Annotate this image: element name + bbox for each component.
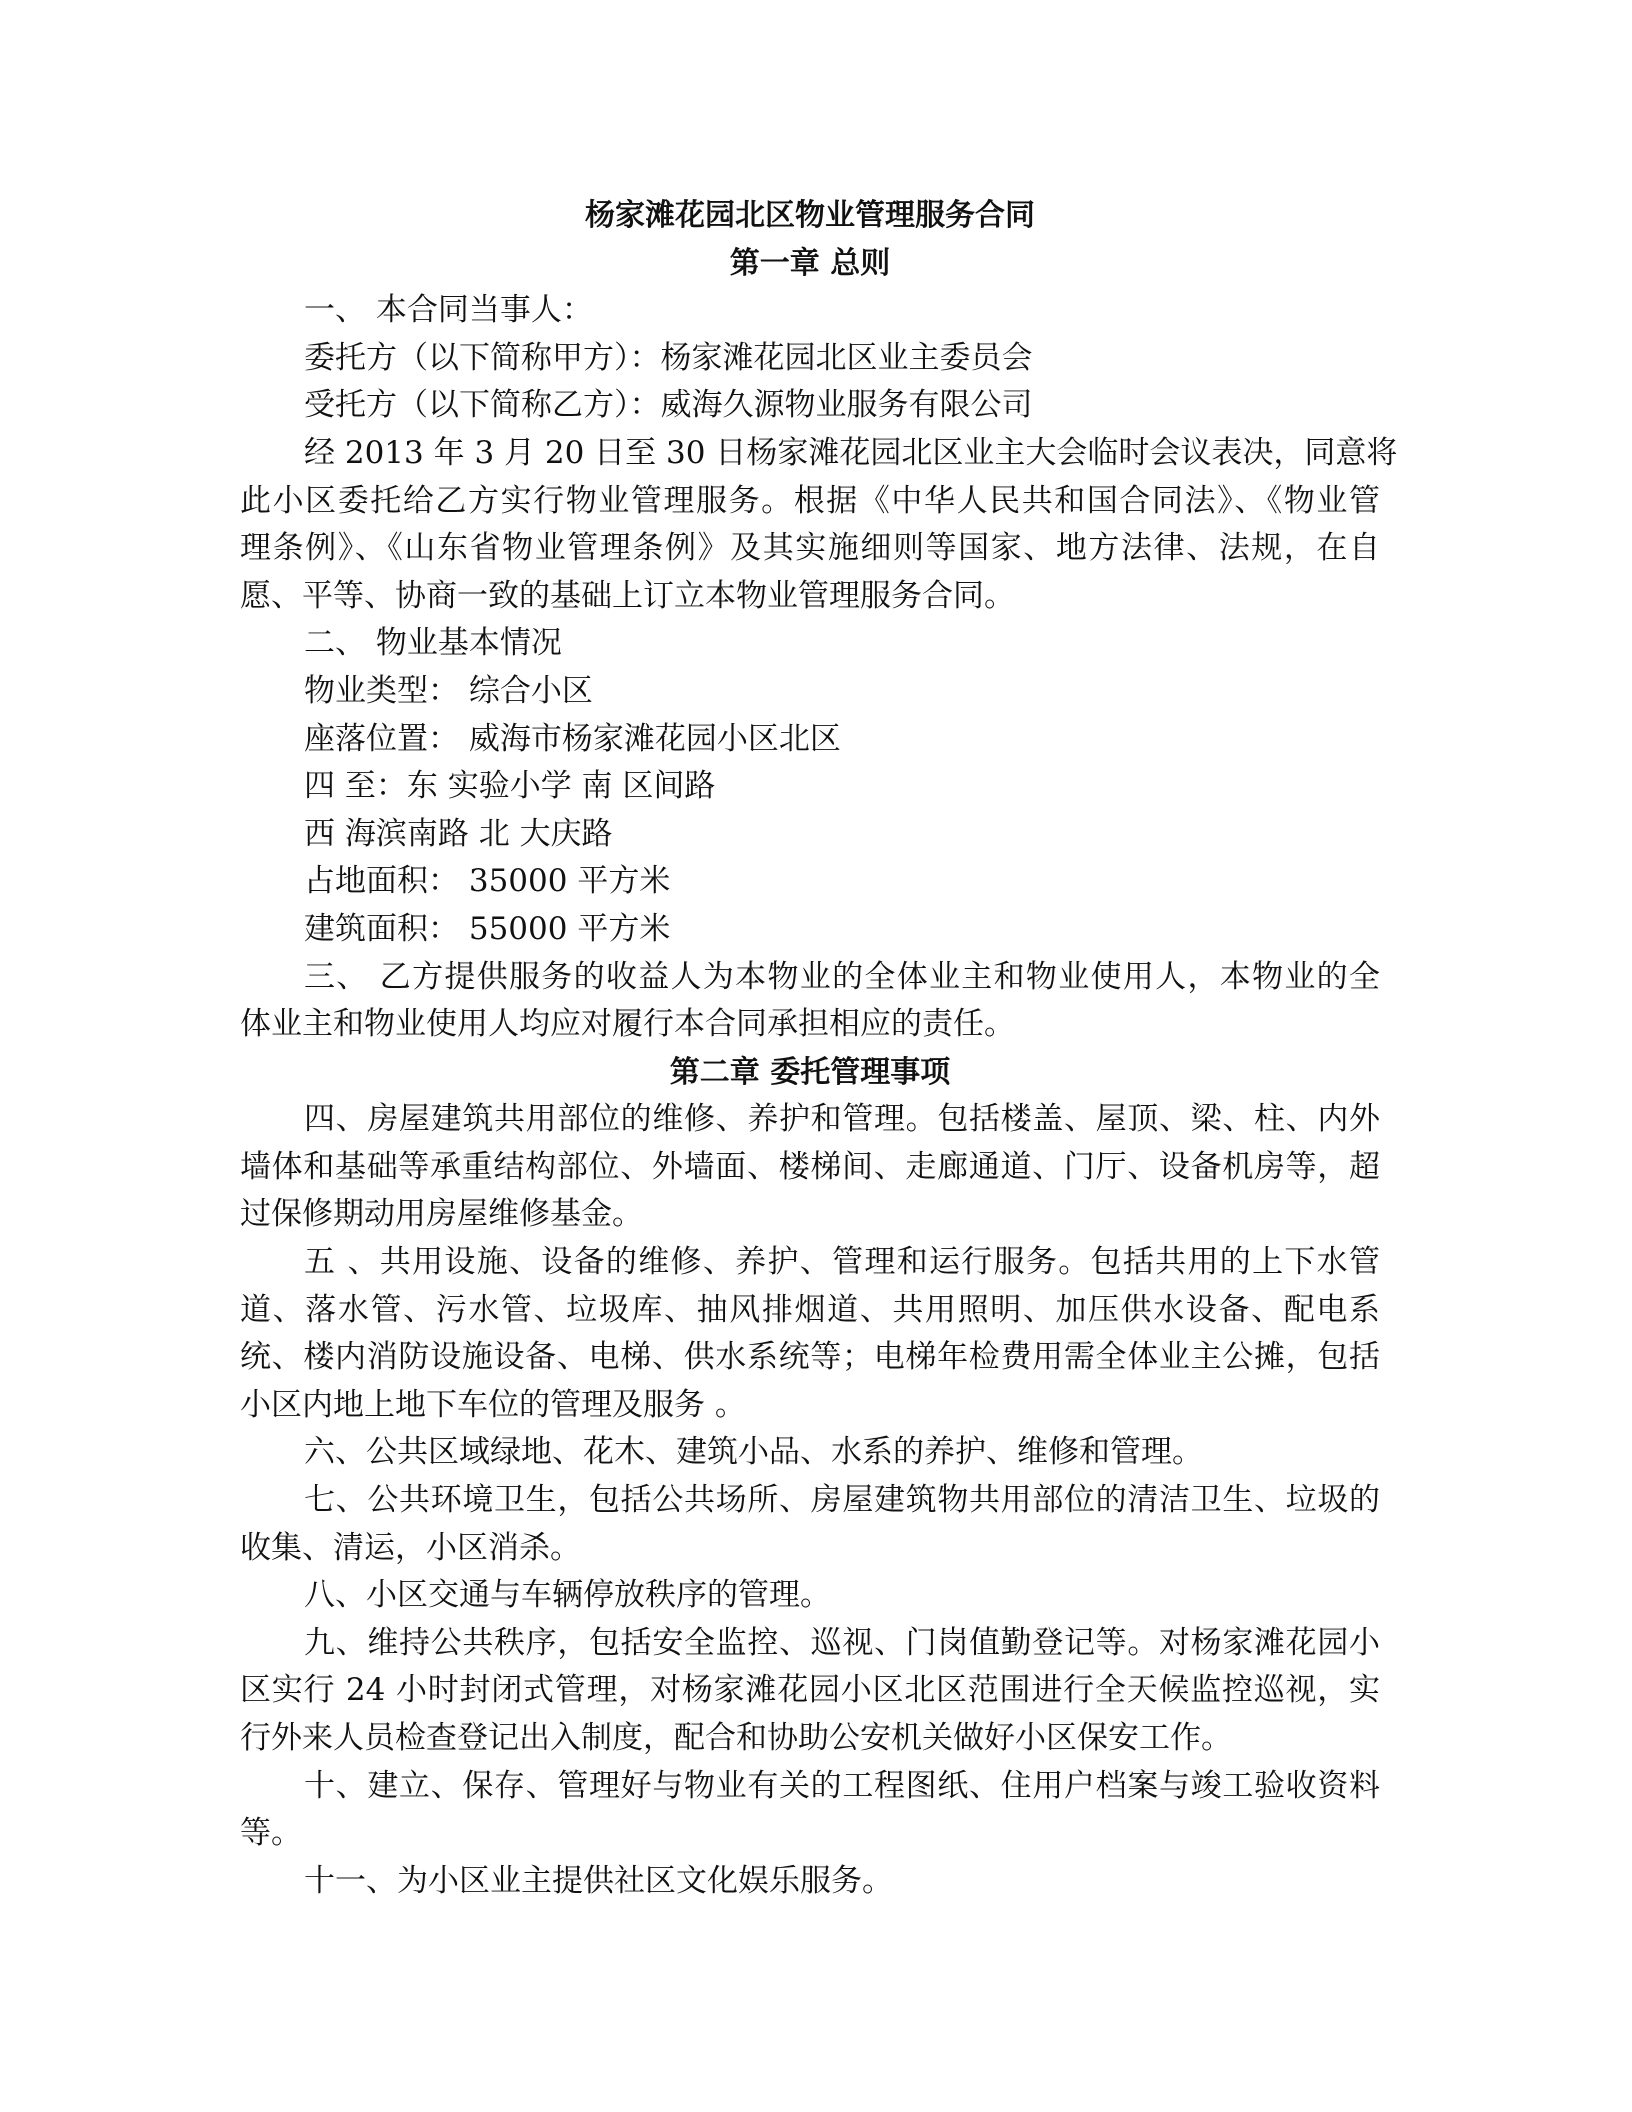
text-line: 四、房屋建筑共用部位的维修、养护和管理。包括楼盖、屋顶、梁、柱、内外	[304, 1101, 1380, 1138]
text-line: 收集、清运，小区消杀。	[240, 1529, 581, 1566]
text-line: 七、公共环境卫生，包括公共场所、房屋建筑物共用部位的清洁卫生、垃圾的	[304, 1482, 1380, 1519]
text-line: 西 海滨南路 北 大庆路	[304, 815, 613, 852]
text-line: 十一、为小区业主提供社区文化娱乐服务。	[304, 1862, 893, 1899]
chapter-heading: 第二章 委托管理事项	[669, 1054, 951, 1090]
text-line: 二、 物业基本情况	[304, 625, 562, 662]
chapter-heading: 第一章 总则	[729, 245, 891, 281]
text-line: 区实行 24 小时封闭式管理，对杨家滩花园小区北区范围进行全天候监控巡视，实	[240, 1672, 1380, 1709]
contract-document	[240, 192, 1398, 1905]
text-line: 六、公共区域绿地、花木、建筑小品、水系的养护、维修和管理。	[304, 1434, 1203, 1471]
text-line: 统、楼内消防设施设备、电梯、供水系统等；电梯年检费用需全体业主公摊，包括	[240, 1339, 1380, 1376]
text-line: 四 至：东 实验小学 南 区间路	[304, 768, 716, 805]
text-line: 理条例》、《山东省物业管理条例》及其实施细则等国家、地方法律、法规，在自	[240, 530, 1380, 567]
text-line: 三、 乙方提供服务的收益人为本物业的全体业主和物业使用人，本物业的全	[304, 958, 1380, 995]
text-line: 座落位置： 威海市杨家滩花园小区北区	[304, 720, 841, 757]
text-line: 一、 本合同当事人：	[304, 292, 593, 329]
text-line: 占地面积： 35000 平方米	[304, 863, 671, 900]
text-line: 八、小区交通与车辆停放秩序的管理。	[304, 1577, 831, 1614]
text-line: 道、落水管、污水管、垃圾库、抽风排烟道、共用照明、加压供水设备、配电系	[240, 1291, 1380, 1328]
text-line: 小区内地上地下车位的管理及服务 。	[240, 1386, 746, 1423]
text-line: 经 2013 年 3 月 20 日至 30 日杨家滩花园北区业主大会临时会议表决，同意将	[304, 434, 1398, 471]
text-line: 此小区委托给乙方实行物业管理服务。根据《中华人民共和国合同法》、《物业管	[240, 482, 1380, 519]
text-line: 九、维持公共秩序，包括安全监控、巡视、门岗值勤登记等。对杨家滩花园小	[304, 1624, 1380, 1661]
text-line: 十、建立、保存、管理好与物业有关的工程图纸、住用户档案与竣工验收资料	[304, 1767, 1380, 1804]
text-line: 受托方（以下简称乙方）：威海久源物业服务有限公司	[304, 387, 1033, 424]
text-line: 委托方（以下简称甲方）：杨家滩花园北区业主委员会	[304, 339, 1033, 376]
text-line: 体业主和物业使用人均应对履行本合同承担相应的责任。	[240, 1006, 1015, 1043]
text-line: 等。	[240, 1815, 302, 1852]
text-line: 行外来人员检查登记出入制度，配合和协助公安机关做好小区保安工作。	[240, 1720, 1232, 1756]
text-line: 墙体和基础等承重结构部位、外墙面、楼梯间、走廊通道、门厅、设备机房等，超	[240, 1148, 1380, 1185]
text-line: 愿、平等、协商一致的基础上订立本物业管理服务合同。	[240, 577, 1015, 614]
text-line: 物业类型： 综合小区	[304, 672, 593, 709]
text-line: 过保修期动用房屋维修基金。	[240, 1196, 643, 1233]
text-line: 五 、共用设施、设备的维修、养护、管理和运行服务。包括共用的上下水管	[304, 1244, 1380, 1281]
text-line: 建筑面积： 55000 平方米	[304, 910, 671, 947]
document-title: 杨家滩花园北区物业管理服务合同	[585, 198, 1035, 233]
